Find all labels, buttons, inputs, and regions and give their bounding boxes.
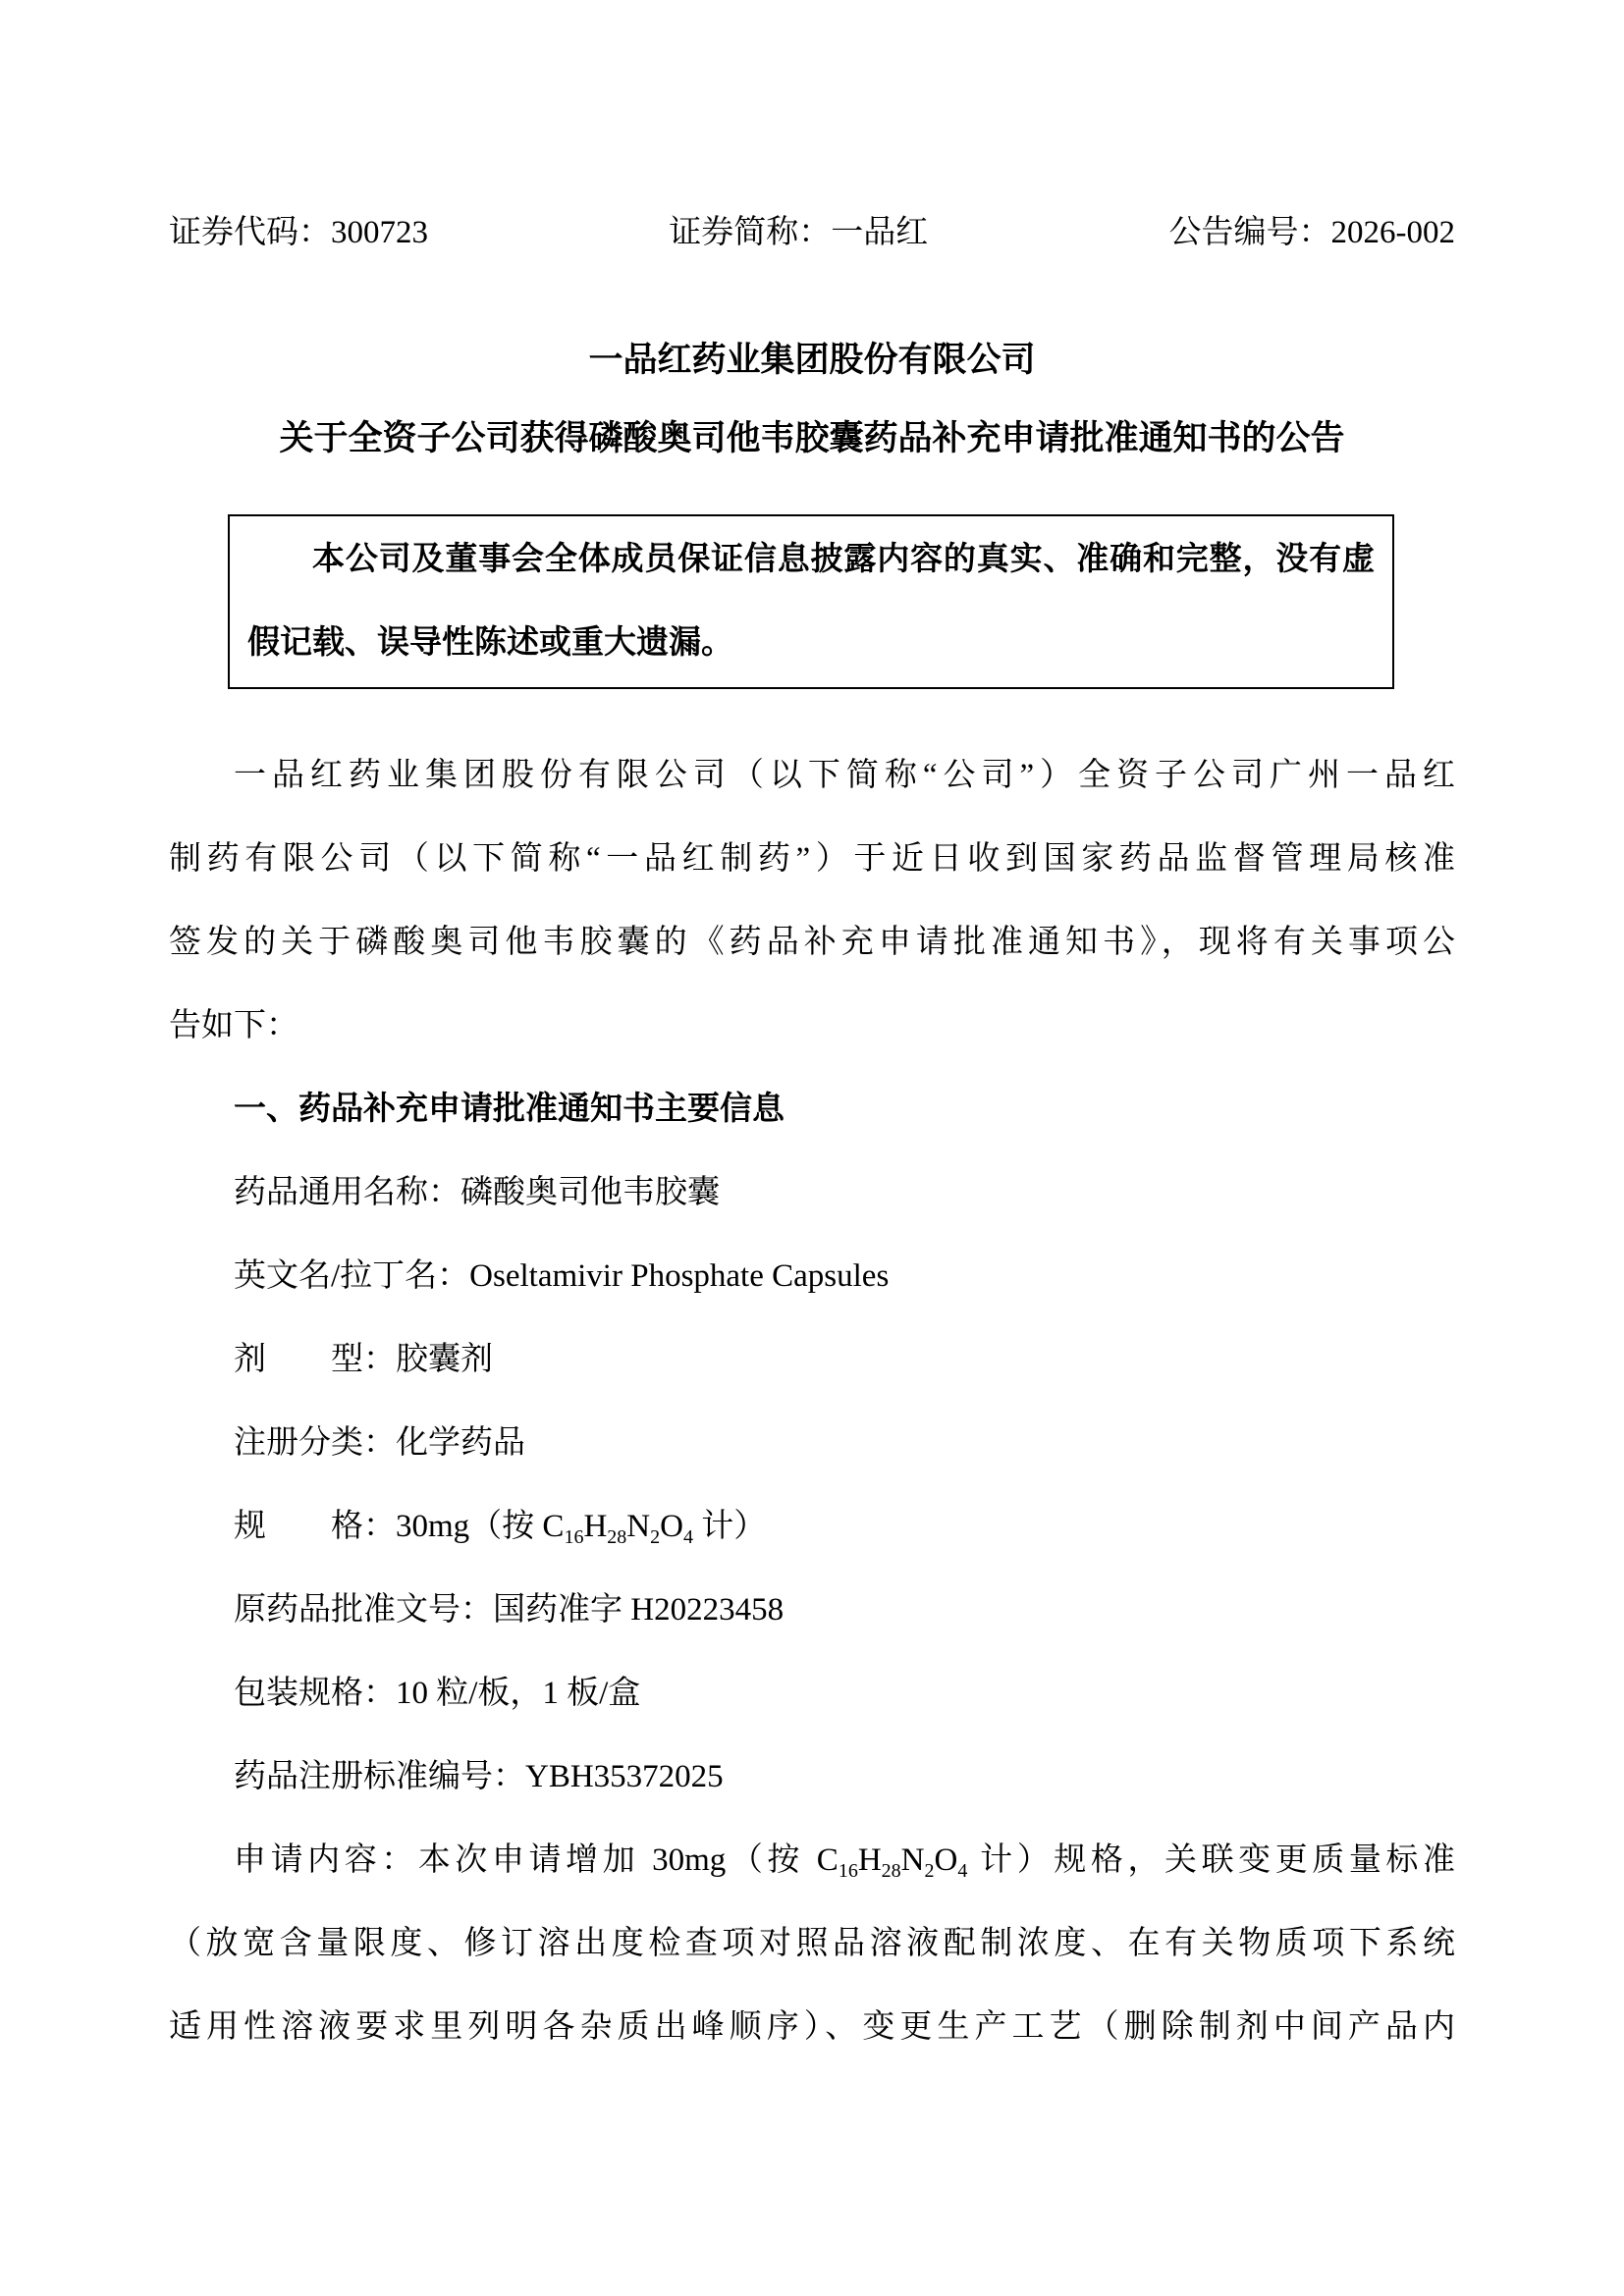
- application-formula-subscript: 28: [881, 1860, 901, 1882]
- application-formula-subscript: 16: [838, 1860, 858, 1882]
- generic-name-line: 药品通用名称：磷酸奥司他韦胶囊: [234, 1175, 720, 1210]
- stock-code: 证券代码：300723: [169, 215, 428, 250]
- application-content-line-1: [169, 1819, 1455, 1902]
- spec-formula-subscript: 16: [564, 1526, 584, 1548]
- spec-formula-subscript: 4: [682, 1526, 693, 1548]
- application-formula-element: N: [900, 1842, 925, 1878]
- application-formula-subscript: 2: [924, 1860, 935, 1882]
- document-body: [169, 734, 1455, 2069]
- spec-formula-element: O: [660, 1509, 683, 1544]
- english-name-line: 英文名/拉丁名：Oseltamivir Phosphate Capsules: [234, 1258, 890, 1294]
- announcement-subject-title: 关于全资子公司获得磷酸奥司他韦胶囊药品补充申请批准通知书的公告: [279, 419, 1345, 457]
- announcement-number: 公告编号：2026-002: [1168, 215, 1455, 250]
- section-1-heading: 一、药品补充申请批准通知书主要信息: [234, 1092, 785, 1127]
- disclaimer-line-1: 本公司及董事会全体成员保证信息披露内容的真实、准确和完整，没有虚: [312, 542, 1375, 577]
- package-spec-line: 包装规格：10 粒/板，1 板/盒: [234, 1676, 641, 1711]
- stock-abbr: 证券简称：一品红: [669, 215, 929, 250]
- application-content-line-2: （放宽含量限度、修订溶出度检查项对照品溶液配制浓度、在有关物质项下系统: [169, 1926, 1455, 1961]
- application-text: 计）规格，关联变更质量标准: [967, 1842, 1456, 1878]
- intro-line-4: 告如下：: [169, 1008, 298, 1043]
- application-formula-element: O: [934, 1842, 958, 1878]
- company-name-title: 一品红药业集团股份有限公司: [588, 341, 1036, 379]
- intro-line-1: 一品红药业集团股份有限公司（以下简称“公司”）全资子公司广州一品红: [234, 758, 1455, 793]
- registration-class-line: 注册分类：化学药品: [234, 1425, 525, 1461]
- application-text: 申请内容：本次申请增加 30mg（按 C: [234, 1842, 839, 1878]
- application-formula-element: H: [857, 1842, 882, 1878]
- application-content-line-3: 适用性溶液要求里列明各杂质出峰顺序）、变更生产工艺（删除制剂中间产品内: [169, 2009, 1455, 2045]
- registration-standard-no-line: 药品注册标准编号：YBH35372025: [234, 1759, 724, 1794]
- disclaimer-box: [228, 514, 1394, 689]
- spec-formula-subscript: 2: [650, 1526, 661, 1548]
- spec-line: [169, 1485, 1455, 1569]
- spec-formula-element: N: [626, 1509, 651, 1544]
- spec-text: 规 格：30mg（按 C: [234, 1509, 565, 1544]
- dosage-form-line: 剂 型：胶囊剂: [234, 1342, 493, 1377]
- intro-line-2: 制药有限公司（以下简称“一品红制药”）于近日收到国家药品监督管理局核准: [169, 841, 1455, 877]
- intro-line-3: 签发的关于磷酸奥司他韦胶囊的《药品补充申请批准通知书》，现将有关事项公: [169, 925, 1455, 960]
- original-approval-no-line: 原药品批准文号：国药准字 H20223458: [234, 1592, 785, 1628]
- disclaimer-line-2: 假记载、误导性陈述或重大遗漏。: [247, 625, 733, 661]
- spec-formula-subscript: 28: [607, 1526, 627, 1548]
- spec-formula-element: H: [583, 1509, 608, 1544]
- application-formula-subscript: 4: [957, 1860, 968, 1882]
- stock-info-header: [169, 208, 1455, 257]
- spec-text: 计）: [692, 1509, 767, 1544]
